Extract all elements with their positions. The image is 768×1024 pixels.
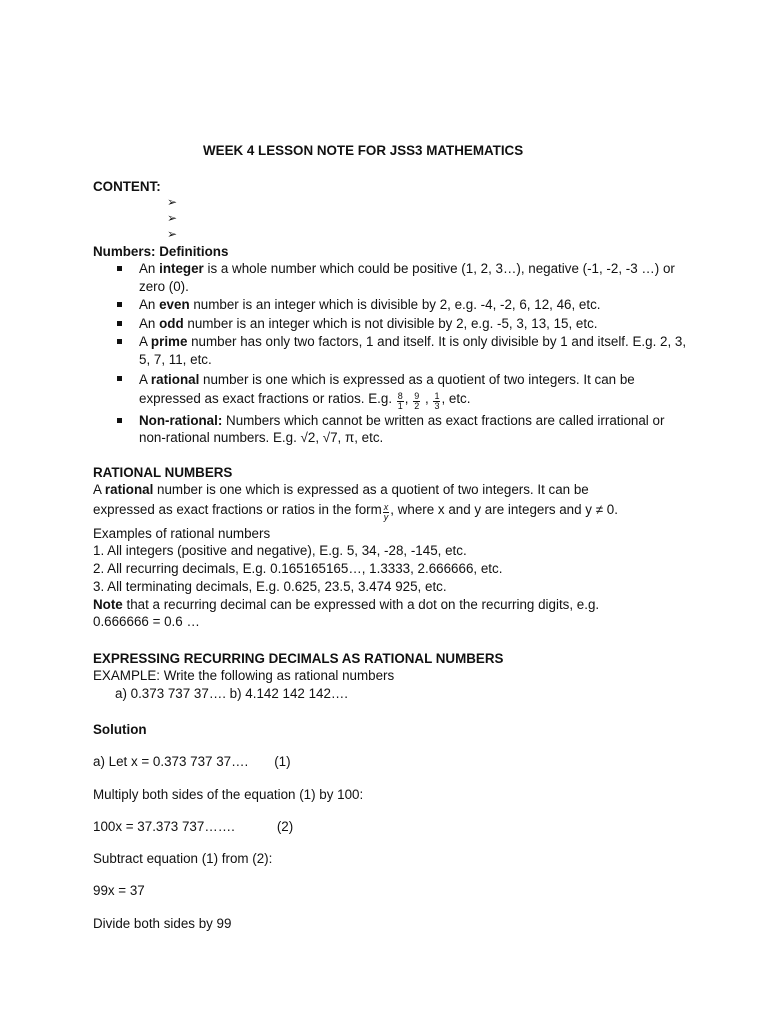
example-item: 1. All integers (positive and negative), E.g. 5, 34, -28, -145, etc. <box>93 543 467 558</box>
example-item: 2. All recurring decimals, E.g. 0.165165165…, 1.3333, 2.666666, etc. <box>93 561 503 576</box>
arrow-bullet-icon: ➢ <box>167 195 178 209</box>
example-line: EXAMPLE: Write the following as rational numbers <box>93 668 395 683</box>
solution-step: a) Let x = 0.373 737 37…. (1) <box>93 754 291 769</box>
arrow-bullet-icon: ➢ <box>167 211 178 225</box>
list-item: Non-rational: Numbers which cannot be written as exact fractions are called irrational or non-rational numbers. E.g. √2, √7, π, etc. <box>93 412 693 447</box>
arrow-bullet-icon: ➢ <box>167 227 178 241</box>
example-item: 3. All terminating decimals, E.g. 0.625, 23.5, 3.474 925, etc. <box>93 579 447 594</box>
page-title: WEEK 4 LESSON NOTE FOR JSS3 MATHEMATICS <box>203 143 524 158</box>
solution-step: Divide both sides by 99 <box>93 916 232 931</box>
note-line1: Note that a recurring decimal can be expressed with a dot on the recurring digits, e.g. <box>93 597 600 612</box>
solution-step: 99x = 37 <box>93 883 145 898</box>
rational-numbers-heading: RATIONAL NUMBERS <box>93 465 233 480</box>
rational-paragraph-line1: A rational number is one which is expressed as a quotient of two integers. It can be <box>93 482 589 497</box>
content-label: CONTENT: <box>93 179 161 194</box>
solution-step: Subtract equation (1) from (2): <box>93 851 273 866</box>
recurring-heading: EXPRESSING RECURRING DECIMALS AS RATIONAL NUMBERS <box>93 651 504 666</box>
definitions-list <box>93 260 693 448</box>
list-item: An odd number is an integer which is not divisible by 2, e.g. -5, 3, 13, 15, etc. <box>93 315 693 333</box>
list-item: An even number is an integer which is divisible by 2, e.g. -4, -2, 6, 12, 46, etc. <box>93 296 693 314</box>
list-item: A prime number has only two factors, 1 and itself. It is only divisible by 1 and itself. E.g. 2, 3, 5, 7, 11, etc. <box>93 333 693 368</box>
examples-label: Examples of rational numbers <box>93 526 271 541</box>
solution-label: Solution <box>93 722 147 737</box>
example-a: a) 0.373 737 37…. b) 4.142 142 142…. <box>115 686 349 701</box>
definitions-heading: Numbers: Definitions <box>93 244 229 259</box>
rational-paragraph-line2: expressed as exact fractions or ratios in the form $\frac{x}{y}$ , where x and y are integers and y ≠ 0. <box>93 502 618 522</box>
list-item: A rational number is one which is expressed as a quotient of two integers. It can be expressed as exact fractions or ratios. E.g. $\frac{8}{1}$ , $\frac{9}{2}$ , $\frac{1}{3}$ , etc. <box>93 370 693 411</box>
solution-step: 100x = 37.373 737……. (2) <box>93 819 294 834</box>
list-item: An integer is a whole number which could be positive (1, 2, 3…), negative (-1, -2, -3 …) or zero (0). <box>93 260 693 295</box>
solution-step: Multiply both sides of the equation (1) by 100: <box>93 787 364 802</box>
note-line2: 0.666666 = 0.6 … <box>93 614 200 629</box>
